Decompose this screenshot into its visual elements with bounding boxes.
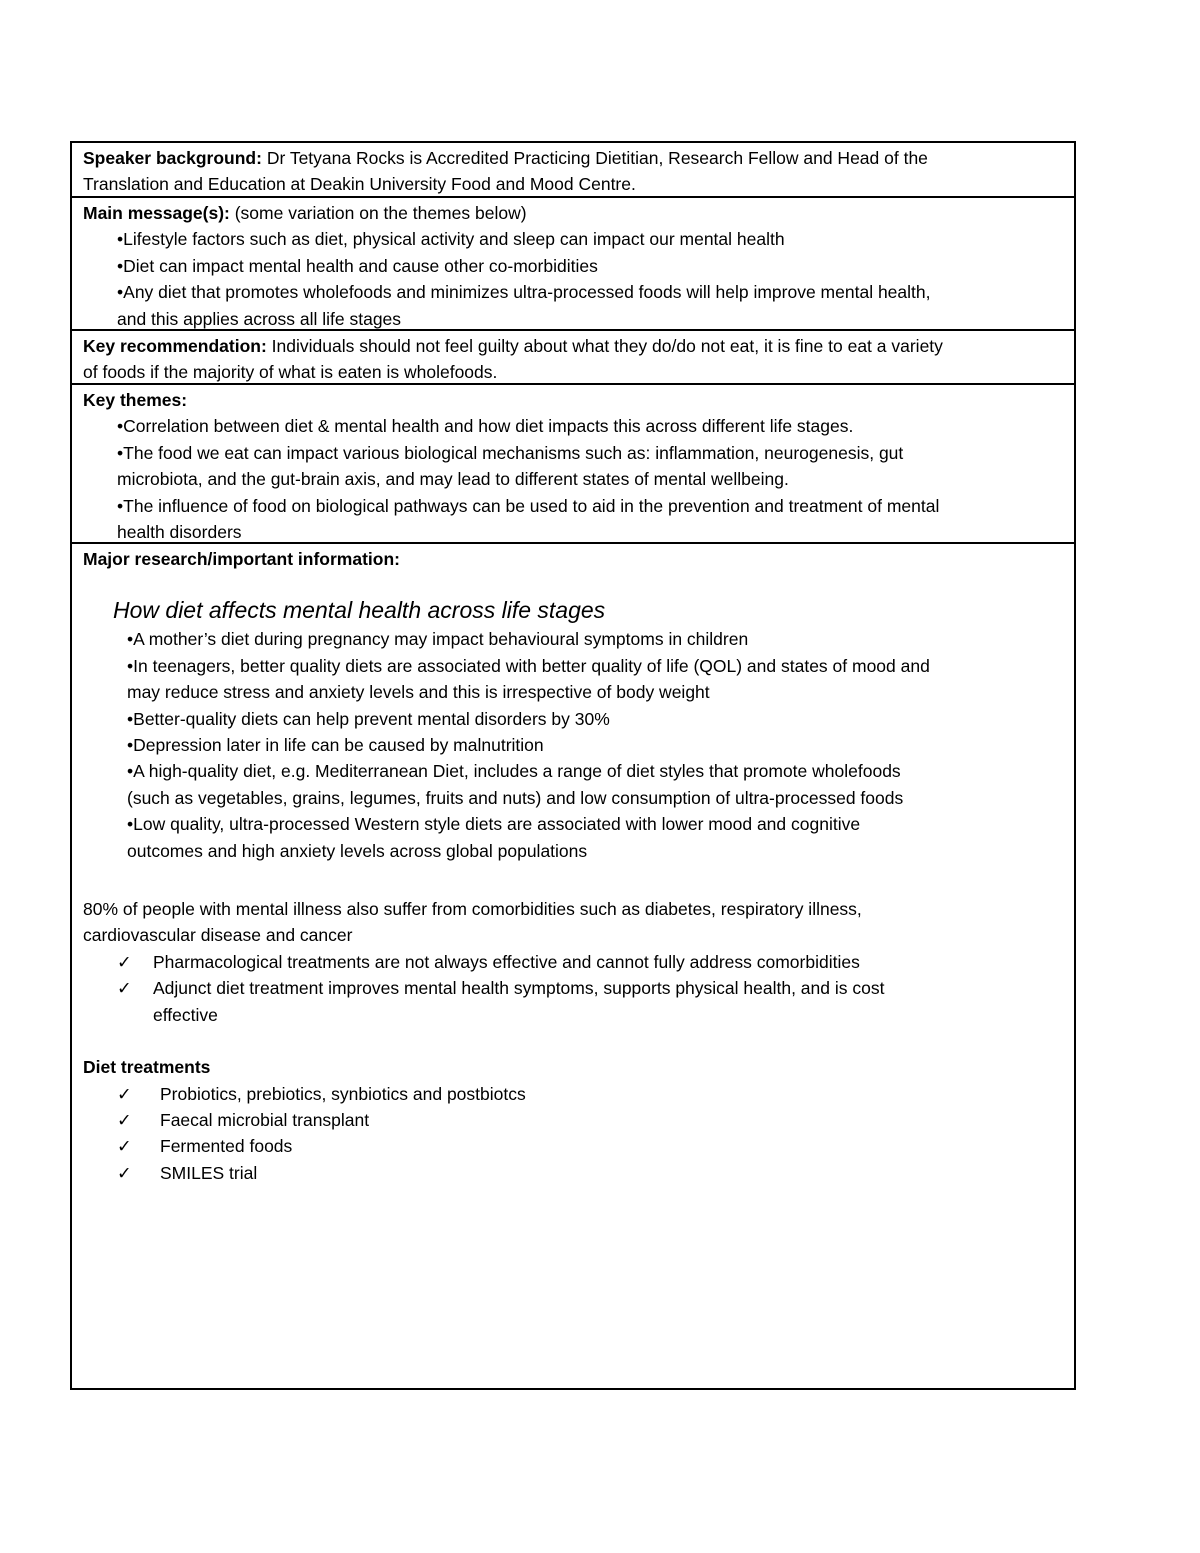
main-message-bullet-3: • Any diet that promotes wholefoods and minimizes ultra-processed foods will help improve mental health, [83,279,1064,305]
major-research-label: Major research/important information: [83,549,400,569]
life-bullet-1: • A mother’s diet during pregnancy may impact behavioural symptoms in children [83,626,1064,652]
speaker-line-2: Translation and Education at Deakin University Food and Mood Centre. [83,174,636,195]
key-recommendation-label: Key recommendation: [83,336,267,356]
main-message-note: (some variation on the themes below) [229,203,527,223]
key-recommendation-text-1: Individuals should not feel guilty about what they do/do not eat, it is fine to eat a variety [266,336,943,356]
main-message-bullet-2: • Diet can impact mental health and cause other co-morbidities [83,253,1064,279]
diet-treatments-label: Diet treatments [83,1057,211,1078]
check-icon: ✓ [117,1136,132,1157]
check-icon: ✓ [117,951,132,972]
key-themes-row [72,385,1074,544]
comorbidity-line-1: 80% of people with mental illness also suffer from comorbidities such as diabetes, respiratory illness, [83,899,862,920]
check-icon: ✓ [117,1162,132,1183]
life-bullet-6: • Low quality, ultra-processed Western style diets are associated with lower mood and cognitive [83,811,1064,837]
life-stages-heading: How diet affects mental health across life stages [113,597,606,624]
life-bullet-2-continued: may reduce stress and anxiety levels and this is irrespective of body weight [127,682,710,703]
diet-item-3 [83,1133,1064,1159]
key-recommendation-line-1 [83,333,1064,359]
spacer [83,1028,1064,1054]
life-bullet-5: • A high-quality diet, e.g. Mediterranean Diet, includes a range of diet styles that promote wholefoods [83,758,1064,784]
speaker-text-1: Dr Tetyana Rocks is Accredited Practicing Dietitian, Research Fellow and Head of the [261,148,928,168]
comorbidity-check-2-continued: effective [153,1004,218,1025]
comorbidity-line-2: cardiovascular disease and cancer [83,925,353,946]
life-bullet-4: • Depression later in life can be caused by malnutrition [83,732,1064,758]
main-message-bullet-3-continued: and this applies across all life stages [117,308,402,329]
key-recommendation-row [72,331,1074,385]
comorbidity-check-2 [83,975,1064,1001]
check-icon: ✓ [117,1109,132,1130]
life-bullet-6-continued: outcomes and high anxiety levels across global populations [127,840,588,861]
major-research-row [72,544,1074,1186]
diet-item-3-text: Fermented foods [160,1136,293,1157]
key-themes-bullet-2: • The food we eat can impact various biological mechanisms such as: inflammation, neurogenesis, gut [83,440,1064,466]
comorbidity-check-2-text: Adjunct diet treatment improves mental health symptoms, supports physical health, and is cost [153,978,885,999]
diet-item-1 [83,1081,1064,1107]
diet-item-2-text: Faecal microbial transplant [160,1109,370,1130]
life-bullet-5-continued: (such as vegetables, grains, legumes, fruits and nuts) and low consumption of ultra-processed foods [127,787,904,808]
check-icon: ✓ [117,978,132,999]
life-bullet-3: • Better-quality diets can help prevent mental disorders by 30% [83,706,1064,732]
check-icon: ✓ [117,1083,132,1104]
comorbidity-check-1-text: Pharmacological treatments are not always effective and cannot fully address comorbidities [153,951,860,972]
diet-item-4 [83,1160,1064,1186]
key-themes-label: Key themes: [83,390,188,410]
main-message-label: Main message(s): [83,203,230,223]
key-themes-bullet-1: • Correlation between diet & mental health and how diet impacts this across different life stages. [83,413,1064,439]
main-message-heading [83,200,1064,226]
key-themes-bullet-3: • The influence of food on biological pathways can be used to aid in the prevention and treatment of mental [83,493,1064,519]
key-themes-bullet-3-continued: health disorders [117,522,242,543]
summary-table [70,141,1076,1390]
life-bullet-2: • In teenagers, better quality diets are associated with better quality of life (QOL) and states of mood and [83,653,1064,679]
speaker-line-1 [83,145,1064,171]
main-message-bullet-1: • Lifestyle factors such as diet, physical activity and sleep can impact our mental health [83,226,1064,252]
key-themes-bullet-2-continued: microbiota, and the gut-brain axis, and may lead to different states of mental wellbeing. [117,469,789,490]
speaker-background-row [72,143,1074,198]
main-message-row [72,198,1074,331]
diet-item-4-text: SMILES trial [160,1162,258,1183]
diet-item-2 [83,1107,1064,1133]
comorbidity-check-1 [83,949,1064,975]
key-recommendation-line-2: of foods if the majority of what is eaten is wholefoods. [83,362,498,383]
diet-item-1-text: Probiotics, prebiotics, synbiotics and postbiotcs [160,1083,526,1104]
spacer [83,864,1064,890]
speaker-label: Speaker background: [83,148,262,168]
